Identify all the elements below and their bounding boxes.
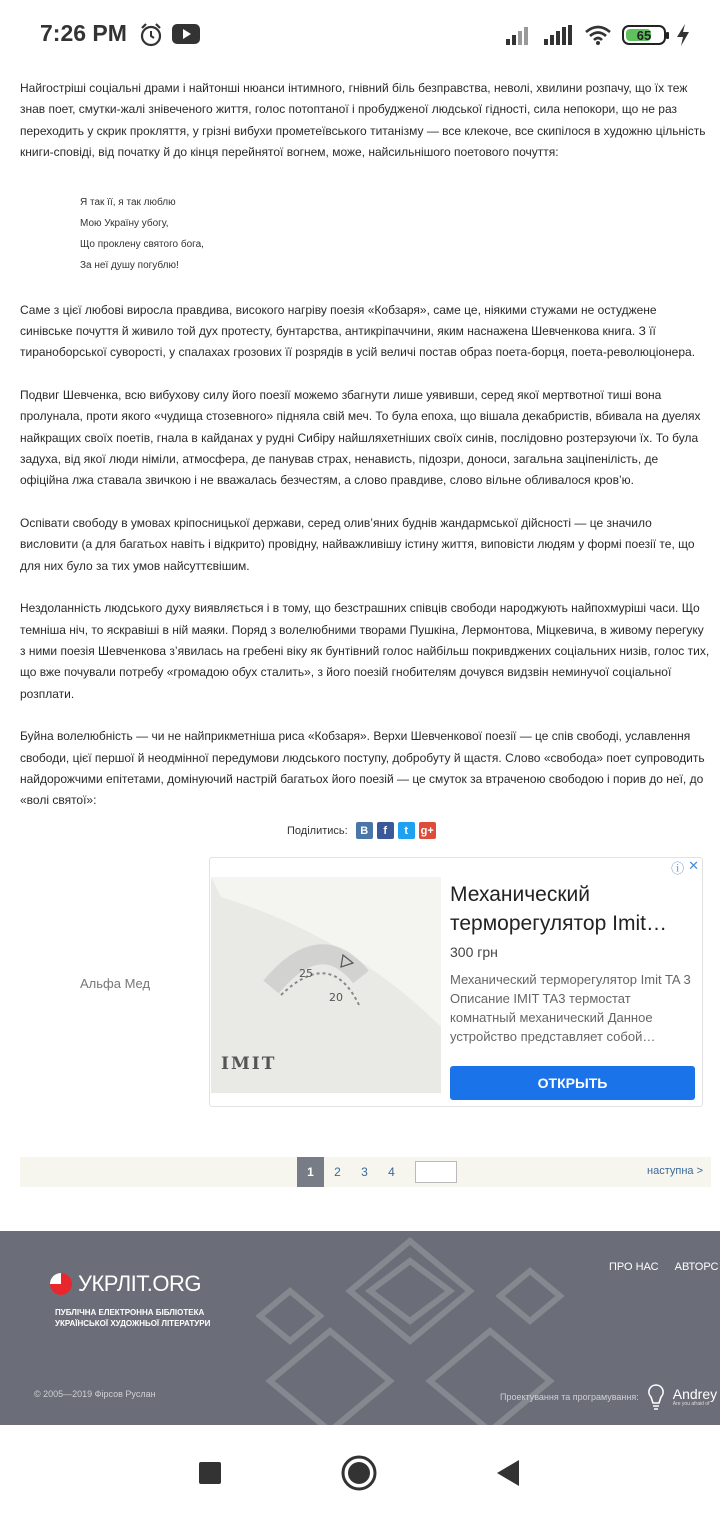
dial-label: 25 bbox=[299, 967, 313, 980]
signal-icon bbox=[544, 25, 574, 45]
lightbulb-icon bbox=[647, 1383, 665, 1411]
status-time: 7:26 PM bbox=[40, 20, 127, 46]
recents-button[interactable] bbox=[192, 1455, 228, 1491]
alarm-icon bbox=[138, 22, 164, 48]
article-content bbox=[20, 78, 710, 833]
poem bbox=[80, 192, 710, 276]
thermostat-image bbox=[211, 877, 441, 1093]
ad-description: Механический терморегулятор Imit TA 3 Описание IMIT TA3 термостат комнатный механический Данное устройство представляет собой… bbox=[450, 972, 691, 1044]
page-link-4[interactable]: 4 bbox=[388, 1165, 395, 1179]
home-icon bbox=[341, 1455, 377, 1491]
share-label: Поділитись: bbox=[287, 824, 348, 837]
article-paragraph: Найгостріші соціальні драми і найтонші нюанси інтимного, гнівний біль безправства, неволі, хвилини розпачу, що їх теж знав поет, смутки-жалі знівеченого життя, голос потоптаної і пробудженої людської гідності, сила непокори, що не раз переходить у скрик прокляття, у грізні вибухи прометеївського титанізму — все клекоче, все скипілося в художню цільність книги-сповіді, від початку й до кінця перейнятої вогнем, може, найсильнішого поетового почуття: bbox=[20, 81, 706, 160]
twitter-share-button[interactable] bbox=[398, 822, 415, 839]
footer-link-authors[interactable]: АВТОРС bbox=[674, 1261, 719, 1273]
status-bar bbox=[0, 0, 720, 70]
page-link-3[interactable]: 3 bbox=[361, 1165, 368, 1179]
article-paragraph: Нездоланність людського духу виявляється і в тому, що безстрашних співців свободи народжують найпохмуріші часи. Що темніша ніч, то яскравіші в ній маяки. Поряд з волелюбними творами Пушкіна, Лермонтова, Міцкевича, в живому перегуку з ними поезія Шевченкова з’явилась на гребені віку як бунтівний голос найбільш покривджених соціальних низів, голос тих, що вже почували потребу «громадою обух сталить», з його поезій гнобителям дочувся видзвін неминучої соціальної розплати. bbox=[20, 601, 710, 701]
site-tagline: ПУБЛІЧНА ЕЛЕКТРОННА БІБЛІОТЕКА УКРАЇНСЬКОЇ ХУДОЖНЬОЇ ЛІТЕРАТУРИ bbox=[55, 1308, 211, 1328]
logo-text: УКРЛІТ.ORG bbox=[78, 1271, 202, 1296]
developer-credit bbox=[500, 1383, 717, 1411]
footer bbox=[0, 1231, 720, 1425]
ad-title[interactable]: Механический терморегулятор Imit… bbox=[450, 883, 667, 935]
battery-level: 65 bbox=[636, 27, 652, 43]
youtube-icon bbox=[172, 24, 200, 44]
copyright: © 2005—2019 Фірсов Руслан bbox=[34, 1389, 156, 1399]
battery-icon bbox=[622, 25, 666, 45]
site-logo[interactable] bbox=[50, 1271, 201, 1297]
ad-image-brand: IMIT bbox=[221, 1054, 277, 1074]
page-links bbox=[297, 1157, 457, 1187]
dial-label: 20 bbox=[329, 991, 343, 1004]
ad-side-label[interactable]: Альфа Мед bbox=[80, 976, 151, 991]
developer-name: Andrey bbox=[672, 1386, 718, 1402]
back-icon bbox=[495, 1459, 521, 1487]
close-icon[interactable]: ✕ bbox=[688, 858, 699, 873]
page-link-2[interactable]: 2 bbox=[334, 1165, 341, 1179]
facebook-share-button[interactable] bbox=[377, 822, 394, 839]
android-nav-bar bbox=[0, 1425, 720, 1520]
facebook-icon: f bbox=[383, 824, 388, 837]
footer-nav bbox=[609, 1261, 719, 1273]
logo-icon bbox=[50, 1273, 72, 1295]
wifi-icon bbox=[584, 24, 612, 46]
back-button[interactable] bbox=[490, 1455, 526, 1491]
developer-brand[interactable] bbox=[673, 1387, 717, 1407]
ad-open-button[interactable]: ОТКРЫТЬ bbox=[450, 1066, 695, 1100]
pagination bbox=[20, 1157, 711, 1187]
share-bar bbox=[287, 822, 436, 839]
page-link-1[interactable]: 1 bbox=[297, 1157, 324, 1187]
article-paragraph: Подвиг Шевченка, всю вибухову силу його поезії можемо збагнути лише уявивши, серед якої мертвотної тиші вона пролунала, проти якого «чудища стозевного» підняла свій меч. То була епоха, що вішала декабристів, вбивала на дуелях найкращих своїх поетів, гнала в кайданах у рудні Сибіру найшляхетніших своїх синів, послідовно розтерзуючи їх. То була задуха, від якої люди німіли, атмосфера, де панував страх, ненависть, підозри, доноси, загальна заціпенілість, де офіційна лжа ставала звичкою і не вважалась безчестям, а слово правдиве, слово вільне обливалося кров’ю. bbox=[20, 387, 701, 488]
poem-line: Я так її, я так люблю bbox=[80, 196, 176, 208]
vk-share-button[interactable] bbox=[356, 822, 373, 839]
developer-label: Проектування та програмування: bbox=[500, 1392, 639, 1402]
ad-card[interactable] bbox=[209, 857, 703, 1107]
article-paragraph: Саме з цієї любові виросла правдива, високого нагріву поезія «Кобзаря», саме це, ніякими стужами не остуджене синівське почуття й живило той дух протесту, бунтарства, антикріпаччини, яким наснажена Шевченкова книга. З її тираноборської суворості, у спалахах грозових її розрядів в усій величі постав образ поета-борця, поета-революціонера. bbox=[20, 302, 696, 360]
article-paragraph: Оспівати свободу в умовах кріпосницької держави, серед олив’яних буднів жандармської дійсності — це значило висловити (а для багатьох навіть і відкрито) провідну, найважливішу істину життя, виповісти людям у формі поезії те, що для них було за тих умов найсуттєвішим. bbox=[20, 515, 695, 573]
info-icon[interactable]: ⓘ bbox=[671, 861, 685, 876]
poem-line: Мою Україну убогу, bbox=[80, 217, 169, 229]
signal-icon bbox=[506, 25, 534, 45]
poem-line: За неї душу погублю! bbox=[80, 259, 179, 271]
googleplus-share-button[interactable] bbox=[419, 822, 436, 839]
ad-controls[interactable] bbox=[671, 858, 699, 877]
poem-line: Що проклену святого бога, bbox=[80, 238, 204, 250]
footer-link-about[interactable]: ПРО НАС bbox=[609, 1261, 659, 1273]
status-right bbox=[506, 22, 690, 48]
next-page-link[interactable]: наступна > bbox=[647, 1165, 703, 1177]
vk-icon: В bbox=[360, 824, 369, 837]
developer-sub: Are you afraid of bbox=[672, 1401, 710, 1407]
article-paragraph: Буйна волелюбність — чи не найприкметніша риса «Кобзаря». Верхи Шевченкової поезії — це спів свободі, уславлення свободи, цієї першої й неодмінної передумови людського поступу, добробуту й щастя. Слово «свобода» поет супроводить найдорожчими епітетами, домінуючий настрій багатьох його поезій — це смуток за втраченою свободою і порив до неї, до «волі святої»: bbox=[20, 729, 705, 808]
square-icon bbox=[198, 1461, 222, 1485]
ad-image[interactable] bbox=[211, 877, 441, 1093]
googleplus-icon: g+ bbox=[420, 824, 434, 837]
twitter-icon: t bbox=[404, 824, 409, 837]
ad-price: 300 грн bbox=[450, 944, 498, 960]
charging-icon bbox=[676, 24, 690, 46]
home-button[interactable] bbox=[341, 1455, 377, 1491]
page-number-input[interactable] bbox=[415, 1161, 457, 1183]
